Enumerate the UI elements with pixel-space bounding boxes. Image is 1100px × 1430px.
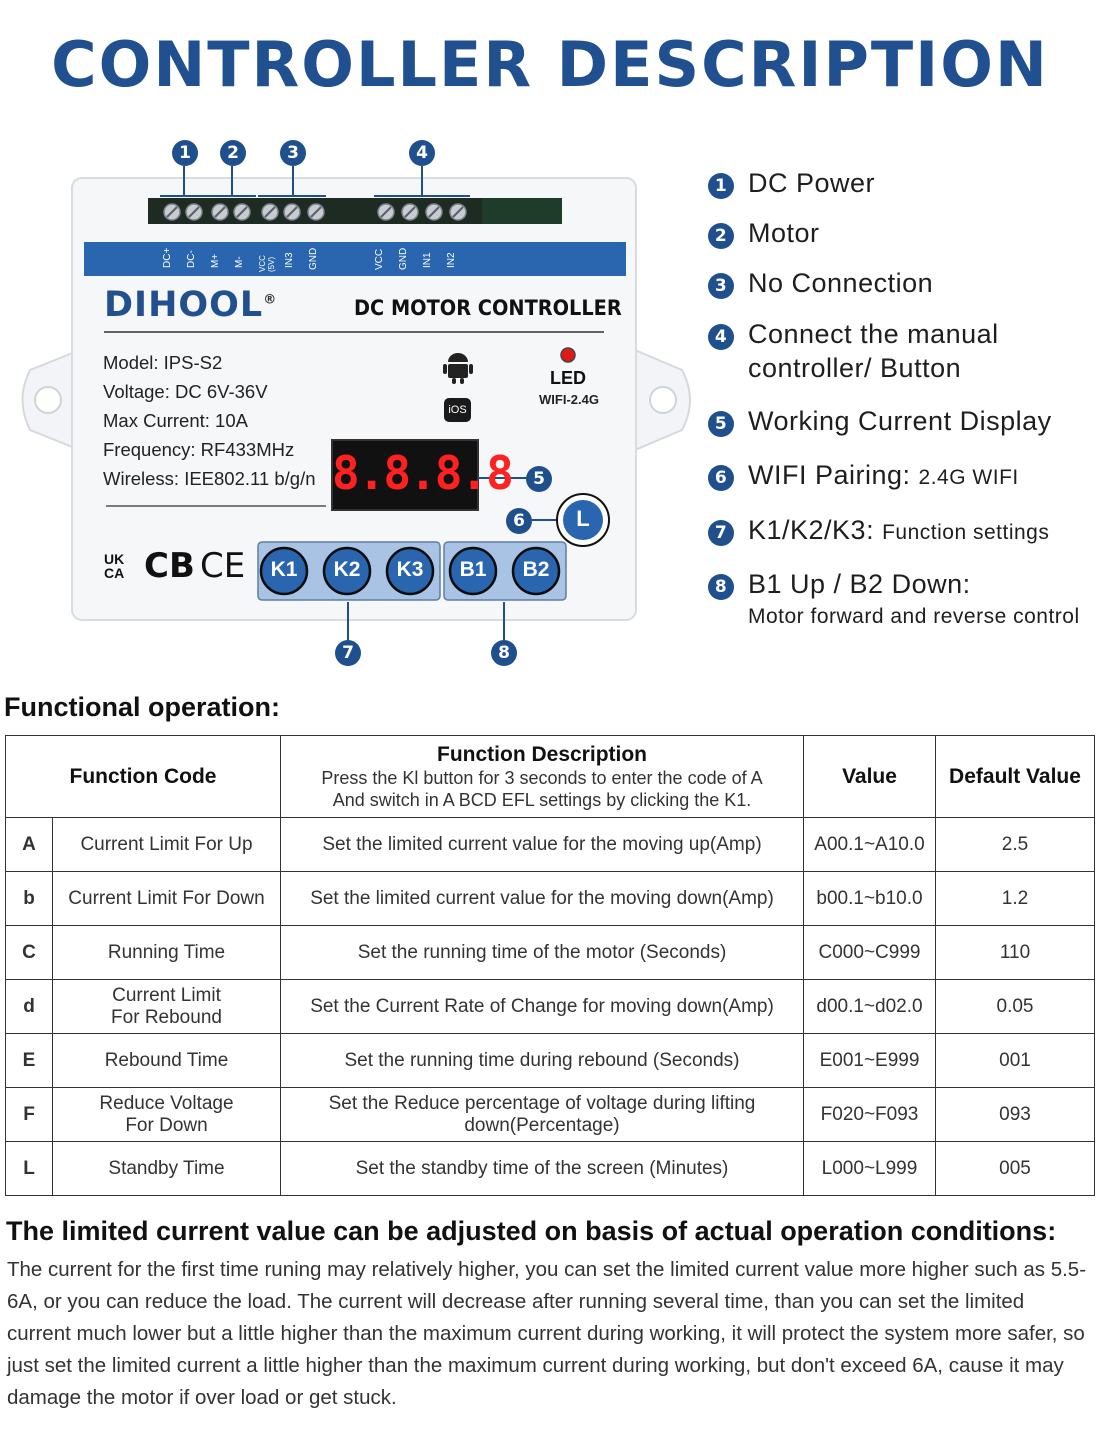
row-name: Standby Time xyxy=(53,1142,281,1196)
legend-text: WIFI Pairing: xyxy=(748,460,911,490)
pin-label: M- xyxy=(234,256,245,268)
ukca-mark: UK CA xyxy=(104,551,125,581)
k1-button[interactable]: K1 xyxy=(270,558,298,581)
row-default: 005 xyxy=(936,1142,1095,1196)
table-row xyxy=(6,872,1095,926)
row-code: F xyxy=(6,1088,53,1142)
ios-icon: iOS xyxy=(448,404,467,416)
ce-mark: CE xyxy=(200,546,246,586)
callout-6: 6 xyxy=(506,508,532,534)
table-header-row xyxy=(6,736,1095,818)
row-code: A xyxy=(6,818,53,872)
row-code: d xyxy=(6,980,53,1034)
pin-label: IN2 xyxy=(446,252,457,268)
pin-label: DC- xyxy=(186,250,197,268)
table-row xyxy=(6,818,1095,872)
pin-label: GND xyxy=(308,247,319,270)
function-table xyxy=(5,735,1095,1196)
pin-label: IN3 xyxy=(284,252,295,268)
callout-2: 2 xyxy=(220,140,246,166)
pin-label: VCC (5V) xyxy=(258,255,276,272)
page-title: CONTROLLER DESCRIPTION xyxy=(51,28,1049,101)
legend-number: 2 xyxy=(708,223,734,249)
section-title: Functional operation: xyxy=(4,692,280,722)
row-value: d00.1~d02.0 xyxy=(804,980,936,1034)
callout-8: 8 xyxy=(491,640,517,666)
legend-text-small: 2.4G WIFI xyxy=(918,466,1019,489)
legend-number: 3 xyxy=(708,273,734,299)
row-default: 2.5 xyxy=(936,818,1095,872)
header-function-description: Function Description Press the Kl button for 3 seconds to enter the code of A And switch in A BCD EFL settings by clicking the K1. xyxy=(281,736,804,818)
product-name: DC MOTOR CONTROLLER xyxy=(354,296,622,320)
row-description: Set the standby time of the screen (Minutes) xyxy=(281,1142,804,1196)
spec-item: Voltage: DC 6V-36V xyxy=(103,381,268,402)
header-function-code: Function Code xyxy=(6,736,281,818)
row-description: Set the Current Rate of Change for moving down(Amp) xyxy=(281,980,804,1034)
table-row xyxy=(6,926,1095,980)
callout-3: 3 xyxy=(280,140,306,166)
k3-button[interactable]: K3 xyxy=(396,558,424,581)
row-name: Current Limit For Rebound xyxy=(53,980,281,1034)
row-default: 1.2 xyxy=(936,872,1095,926)
legend-text-line2: Motor forward and reverse control xyxy=(748,605,1080,628)
spec-list xyxy=(103,348,316,493)
pin-labels xyxy=(158,242,478,276)
row-description: Set the limited current value for the moving down(Amp) xyxy=(281,872,804,926)
legend-number: 4 xyxy=(708,324,734,350)
row-name: Current Limit For Up xyxy=(53,818,281,872)
table-row xyxy=(6,1142,1095,1196)
legend-text-small: Function settings xyxy=(882,521,1050,544)
l-button[interactable]: L xyxy=(576,506,590,531)
b2-button[interactable]: B2 xyxy=(522,558,550,581)
pin-label: M+ xyxy=(210,253,221,268)
header-value: Value xyxy=(804,736,936,818)
row-value: F020~F093 xyxy=(804,1088,936,1142)
pin-label: IN1 xyxy=(422,252,433,268)
row-description: Set the running time of the motor (Seconds) xyxy=(281,926,804,980)
row-value: A00.1~A10.0 xyxy=(804,818,936,872)
row-description: Set the Reduce percentage of voltage during lifting down(Percentage) xyxy=(281,1088,804,1142)
row-value: C000~C999 xyxy=(804,926,936,980)
legend-number: 5 xyxy=(708,411,734,437)
legend-text: Motor xyxy=(748,218,820,248)
spec-item: Model: IPS-S2 xyxy=(103,352,223,373)
note-title: The limited current value can be adjusted on basis of actual operation conditions: xyxy=(6,1216,1057,1246)
callout-5: 5 xyxy=(526,466,552,492)
row-default: 001 xyxy=(936,1034,1095,1088)
table-row xyxy=(6,980,1095,1034)
k2-button[interactable]: K2 xyxy=(333,558,361,581)
header-default-value: Default Value xyxy=(936,736,1095,818)
callout-1: 1 xyxy=(172,140,198,166)
wifi-label: WIFI-2.4G xyxy=(539,392,599,407)
legend-number: 6 xyxy=(708,465,734,491)
current-display: 8.8.8.8 xyxy=(332,446,512,500)
cb-mark: CB xyxy=(144,546,195,586)
pin-label: GND xyxy=(398,247,409,270)
brand-logo: DIHOOL® xyxy=(104,285,278,325)
table-row xyxy=(6,1088,1095,1142)
callout-4: 4 xyxy=(409,140,435,166)
legend-text: No Connection xyxy=(748,268,934,298)
legend-number: 8 xyxy=(708,574,734,600)
row-name: Rebound Time xyxy=(53,1034,281,1088)
spec-item: Max Current: 10A xyxy=(103,410,248,431)
row-description: Set the limited current value for the moving up(Amp) xyxy=(281,818,804,872)
row-description: Set the running time during rebound (Seconds) xyxy=(281,1034,804,1088)
controller-device xyxy=(20,140,710,663)
legend-number: 7 xyxy=(708,520,734,546)
spec-item: Wireless: IEE802.11 b/g/n xyxy=(103,468,316,489)
row-code: b xyxy=(6,872,53,926)
row-name: Current Limit For Down xyxy=(53,872,281,926)
led-label: LED xyxy=(550,368,586,388)
row-value: E001~E999 xyxy=(804,1034,936,1088)
b1-button[interactable]: B1 xyxy=(459,558,487,581)
row-code: L xyxy=(6,1142,53,1196)
legend-text: B1 Up / B2 Down: xyxy=(748,569,971,599)
pin-label: DC+ xyxy=(162,247,173,268)
legend-text: Working Current Display xyxy=(748,406,1052,436)
legend-text: Connect the manual xyxy=(748,319,999,349)
row-code: E xyxy=(6,1034,53,1088)
pin-label: VCC xyxy=(374,248,385,270)
row-default: 110 xyxy=(936,926,1095,980)
legend-text: DC Power xyxy=(748,168,876,198)
callout-7: 7 xyxy=(335,640,361,666)
row-value: b00.1~b10.0 xyxy=(804,872,936,926)
row-name: Running Time xyxy=(53,926,281,980)
row-default: 093 xyxy=(936,1088,1095,1142)
table-row xyxy=(6,1034,1095,1088)
note-body: The current for the first time runing may relatively higher, you can set the limited current value more higher such as 5.5-6A, or you can reduce the load. The current will decrease after running several time, than you can set the limited current much lower but a little higher than the maximum current during working, it will protect the system more safer, so just set the limited current a little higher than the maximum current during working, but don't exceed 6A, cause it may damage the motor if over load or get stuck. xyxy=(7,1258,1087,1409)
legend-text-line2: controller/ Button xyxy=(748,353,962,383)
row-default: 0.05 xyxy=(936,980,1095,1034)
row-value: L000~L999 xyxy=(804,1142,936,1196)
legend-text: K1/K2/K3: xyxy=(748,515,875,545)
spec-item: Frequency: RF433MHz xyxy=(103,439,295,460)
row-name: Reduce Voltage For Down xyxy=(53,1088,281,1142)
row-code: C xyxy=(6,926,53,980)
legend-number: 1 xyxy=(708,173,734,199)
